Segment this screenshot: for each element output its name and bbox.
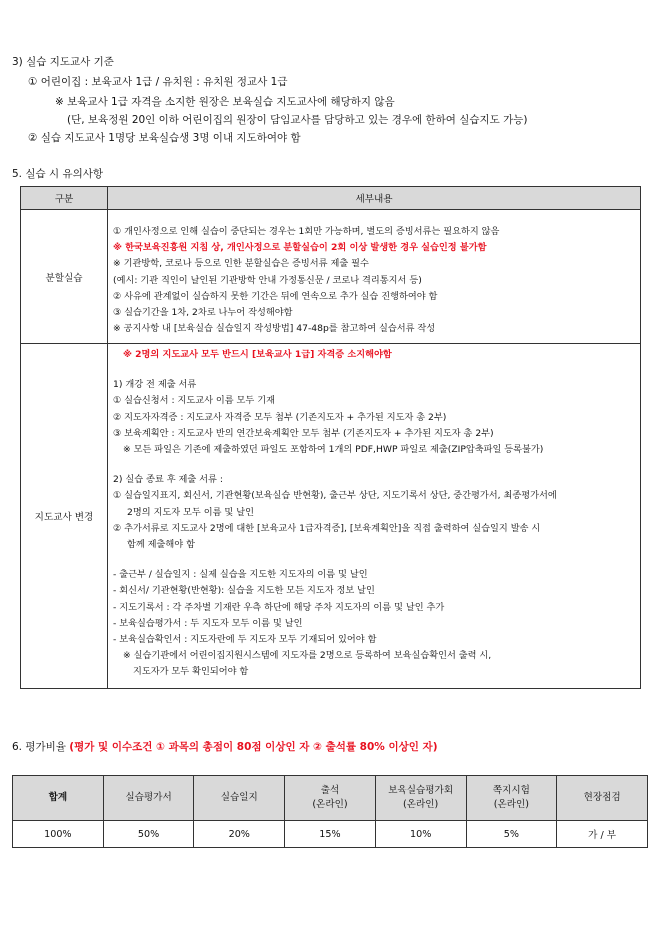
- supervisor-note: ※ 보육교사 1급 자격을 소지한 원장은 보육실습 지도교사에 해당하지 않음: [55, 96, 395, 108]
- header-category: 구분: [21, 187, 108, 210]
- detail-line: ③ 실습기간을 1차, 2차로 나누어 작성해야함: [113, 307, 293, 319]
- after-title: 2) 실습 종료 후 제출 서류 :: [113, 474, 223, 486]
- header-attendance: 출석 (온라인): [285, 776, 376, 821]
- value-attendance: 15%: [285, 821, 376, 848]
- table-header-row: [21, 187, 641, 210]
- section-6-condition: (평가 및 이수조건 ① 과목의 총점이 80점 이상인 자 ② 출석률 80% 이상인 자): [69, 741, 438, 753]
- dash-item: - 보육실습평가서 : 두 지도자 모두 이름 및 날인: [113, 617, 303, 629]
- supervisor-criteria-1: ① 어린이집 : 보육교사 1급 / 유치원 : 유치원 정교사 1급: [28, 76, 288, 88]
- detail-line-warning: ※ 한국보육진흥원 지침 상, 개인사정으로 분할실습이 2회 이상 발생한 경우 실습인정 불가함: [113, 242, 487, 254]
- table-row: [13, 821, 648, 848]
- table-row: [21, 210, 641, 344]
- header-eval-meeting: 보육실습평가회 (온라인): [375, 776, 466, 821]
- section-5-heading: 5. 실습 시 유의사항: [12, 168, 104, 180]
- table-row: [21, 344, 641, 689]
- detail-line: (예시: 기관 직인이 날인된 기관방학 안내 가정통신문 / 코로나 격리통지서 등): [113, 274, 422, 286]
- supervisor-exception: (단, 보육정원 20인 이하 어린이집의 원장이 담임교사를 담당하고 있는 경우에 한하여 실습지도 가능): [67, 114, 528, 126]
- table-header-row: [13, 776, 648, 821]
- detail-line: ② 추가서류로 지도교사 2명에 대한 [보육교사 1급자격증], [보육계획안]을 직접 출력하여 실습일지 발송 시: [113, 522, 541, 534]
- detail-line: ② 사유에 관계없이 실습하지 못한 기간은 뒤에 연속으로 추가 실습 진행하여야 함: [113, 290, 438, 302]
- value-quiz: 5%: [466, 821, 557, 848]
- row-detail: [108, 210, 641, 344]
- value-total: 100%: [13, 821, 104, 848]
- header-detail: 세부내용: [108, 187, 641, 210]
- detail-line-warning: ※ 2명의 지도교사 모두 반드시 [보육교사 1급] 자격증 소지해야함: [123, 349, 392, 360]
- detail-line: ※ 기관방학, 코로나 등으로 인한 분할실습은 증빙서류 제출 필수: [113, 258, 369, 270]
- evaluation-table: [12, 775, 648, 848]
- header-practicum-journal: 실습일지: [194, 776, 285, 821]
- detail-line: 2명의 지도자 모두 이름 및 날인: [127, 506, 254, 518]
- header-quiz: 쪽지시험 (온라인): [466, 776, 557, 821]
- value-site-check: 가 / 부: [557, 821, 648, 848]
- header-total: 합계: [13, 776, 104, 821]
- detail-note: ※ 모든 파일은 기존에 제출하였던 파일도 포함하여 1개의 PDF,HWP 파일로 제출(ZIP압축파일 등록불가): [123, 444, 544, 456]
- section-6-title: 6. 평가비율: [12, 741, 66, 753]
- section-3-heading: 3) 실습 지도교사 기준: [12, 56, 114, 68]
- row-category: 분할실습: [21, 210, 108, 344]
- detail-line: 함께 제출해야 함: [127, 539, 195, 551]
- value-eval-meeting: 10%: [375, 821, 466, 848]
- final-note: ※ 실습기관에서 어린이집지원시스템에 지도자를 2명으로 등록하여 보육실습확인서 출력 시,: [123, 650, 492, 662]
- detail-line: ① 실습일지표지, 회신서, 기관현황(보육실습 반현황), 출근부 상단, 지도기록서 상단, 중간평가서, 최종평가서에: [113, 490, 557, 502]
- before-title: 1) 개강 전 제출 서류: [113, 379, 197, 391]
- detail-line: ② 지도자자격증 : 지도교사 자격증 모두 첨부 (기존지도자 + 추가된 지도자 총 2부): [113, 411, 447, 423]
- value-practicum-journal: 20%: [194, 821, 285, 848]
- value-practicum-eval: 50%: [103, 821, 194, 848]
- detail-line: ① 개인사정으로 인해 실습이 중단되는 경우는 1회만 가능하며, 별도의 증빙서류는 필요하지 않음: [113, 226, 500, 237]
- precautions-table: [20, 186, 641, 689]
- section-6-heading: [12, 739, 438, 754]
- dash-item: - 지도기록서 : 각 주차별 기재란 우측 하단에 해당 주차 지도자의 이름 및 날인 추가: [113, 601, 445, 613]
- row-detail: [108, 344, 641, 689]
- detail-line: ※ 공지사항 내 [보육실습 실습일지 작성방법] 47-48p를 참고하여 실습서류 작성: [113, 323, 436, 335]
- dash-item: - 출근부 / 실습일지 : 실제 실습을 지도한 지도자의 이름 및 날인: [113, 569, 368, 581]
- detail-line: ③ 보육계획안 : 지도교사 반의 연간보육계획안 모두 첨부 (기존지도자 + 추가된 지도자 총 2부): [113, 427, 494, 439]
- final-note: 지도자가 모두 확인되어야 함: [133, 666, 249, 678]
- detail-line: ① 실습신청서 : 지도교사 이름 모두 기재: [113, 395, 275, 407]
- dash-item: - 보육실습확인서 : 지도자란에 두 지도자 모두 기재되어 있어야 함: [113, 634, 377, 646]
- supervisor-criteria-2: ② 실습 지도교사 1명당 보육실습생 3명 이내 지도하여야 함: [28, 132, 301, 144]
- header-practicum-eval: 실습평가서: [103, 776, 194, 821]
- dash-item: - 회신서/ 기관현황(반현황): 실습을 지도한 모든 지도자 정보 날인: [113, 585, 375, 597]
- row-category: 지도교사 변경: [21, 344, 108, 689]
- header-site-check: 현장점검: [557, 776, 648, 821]
